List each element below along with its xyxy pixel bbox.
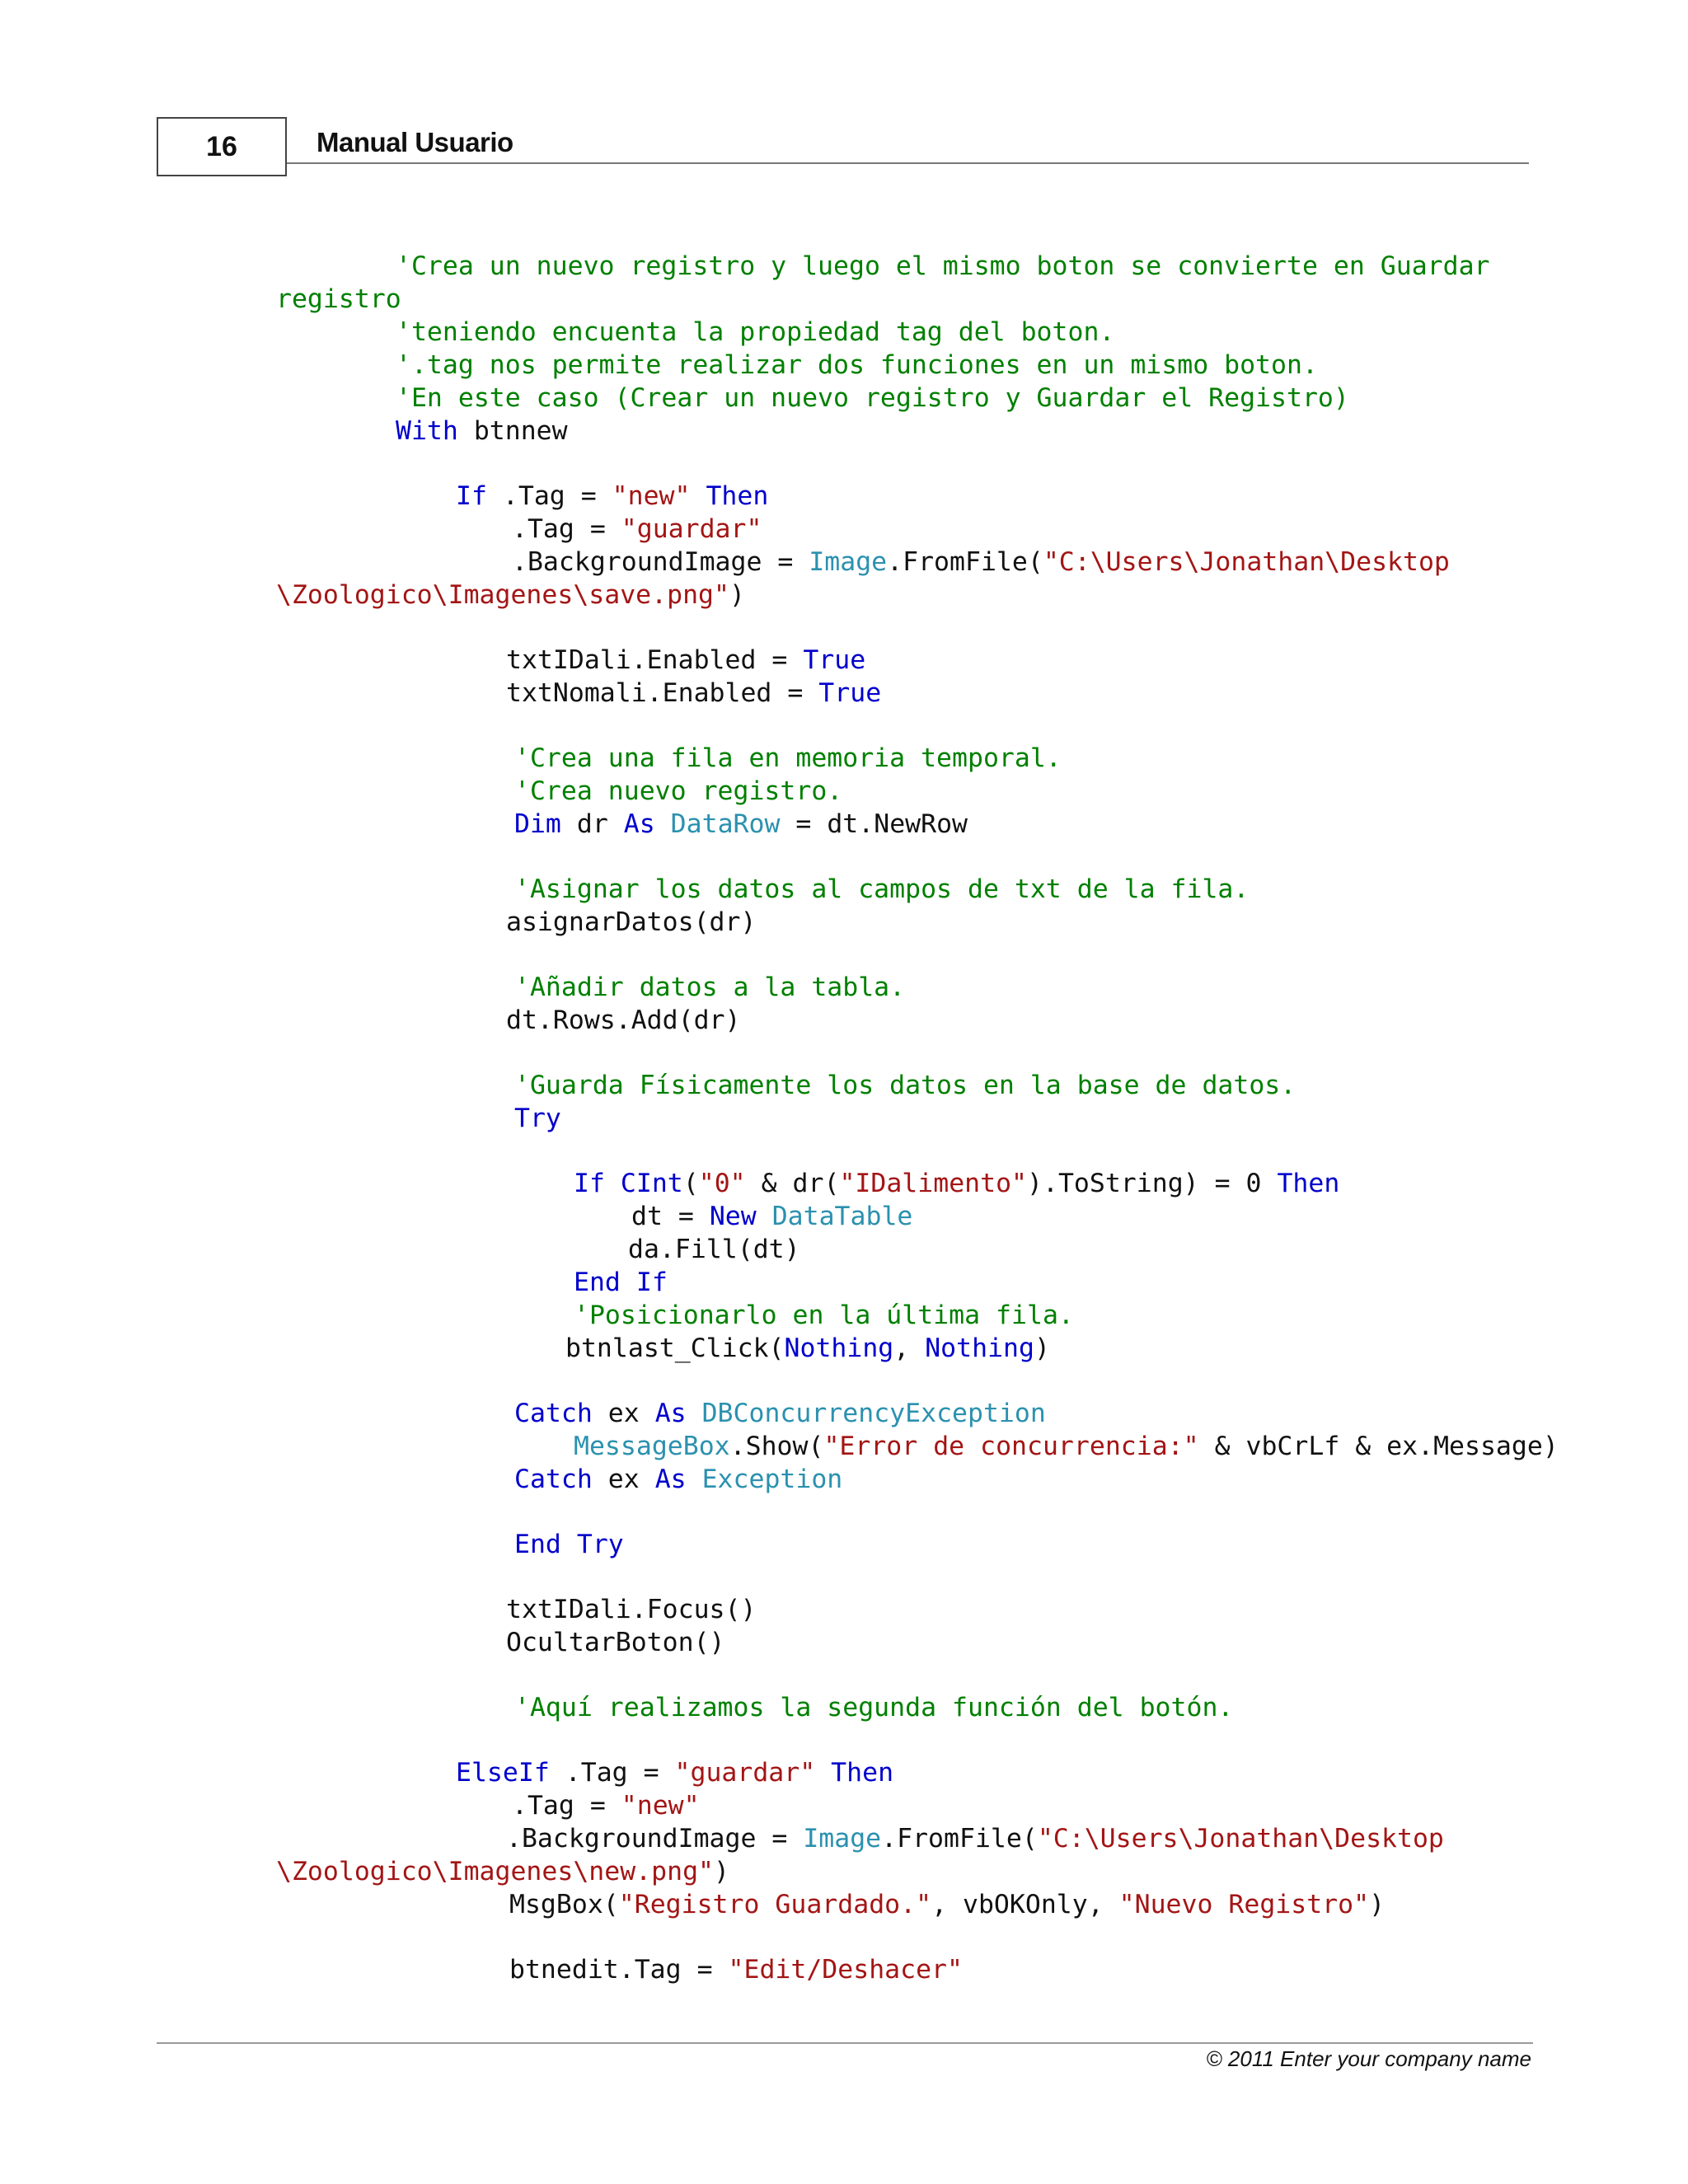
code-line	[396, 415, 568, 448]
code-token: Exception	[701, 1465, 843, 1494]
code-token: 'Crea un nuevo registro y luego el mismo boton se convierte en Guardar	[396, 251, 1490, 281]
footer-copyright: © 2011 Enter your company name	[1206, 2046, 1531, 2071]
code-token: txtNomali.Enabled =	[506, 678, 819, 708]
code-token: , vbOKOnly,	[931, 1890, 1119, 1919]
code-token: dr	[560, 809, 624, 839]
code-token: End Try	[514, 1530, 624, 1559]
code-token: Catch	[514, 1465, 593, 1494]
code-token: asignarDatos(dr)	[506, 907, 757, 937]
code-token: 'Crea nuevo registro.	[514, 776, 843, 806]
code-line	[396, 316, 1114, 349]
code-token: Nothing	[784, 1333, 894, 1363]
code-token: With	[396, 416, 458, 446]
code-token: & dr(	[745, 1169, 840, 1198]
code-token: dt =	[631, 1202, 710, 1231]
code-token: txtIDali.Enabled =	[506, 645, 804, 675]
code-token: "Error de concurrencia:"	[823, 1432, 1199, 1461]
code-line	[628, 1233, 800, 1266]
code-token: 'Aquí realizamos la segunda función del botón.	[514, 1693, 1234, 1722]
code-token: .BackgroundImage =	[506, 1824, 804, 1854]
code-token: ElseIf	[456, 1758, 550, 1788]
code-token: "Registro Guardado."	[618, 1890, 932, 1919]
code-line	[512, 546, 1450, 579]
code-token: End If	[574, 1268, 668, 1297]
code-token: 'Guarda Físicamente los datos en la base de datos.	[514, 1071, 1296, 1100]
code-line	[506, 1004, 740, 1037]
code-token: .Show(	[729, 1432, 824, 1461]
code-token: ex	[592, 1465, 655, 1494]
code-token: )	[729, 580, 745, 610]
code-token: DBConcurrencyException	[701, 1399, 1046, 1428]
code-line	[514, 1463, 842, 1496]
code-line	[514, 775, 842, 808]
code-line	[456, 1756, 893, 1789]
code-token: MsgBox(	[509, 1890, 619, 1919]
document-title: Manual Usuario	[316, 127, 513, 157]
code-token	[690, 481, 706, 511]
code-token: "Nuevo Registro"	[1118, 1890, 1370, 1919]
code-token: )	[714, 1857, 729, 1886]
code-token: txtIDali.Focus()	[506, 1595, 757, 1624]
code-token: As	[623, 809, 655, 839]
footer-rule	[157, 2042, 1533, 2044]
code-token: = dt.NewRow	[780, 809, 968, 839]
code-line	[506, 677, 881, 710]
code-token: 'Crea una fila en memoria temporal.	[514, 743, 1062, 773]
code-token: "0"	[698, 1169, 746, 1198]
code-token: "C:\Users\Jonathan\Desktop	[1043, 547, 1450, 577]
code-line	[514, 1102, 561, 1135]
code-token: 'Asignar los datos al campos de txt de la fila.	[514, 874, 1250, 904]
code-line	[506, 1822, 1444, 1855]
code-token: Catch	[514, 1399, 593, 1428]
code-token: btnedit.Tag =	[509, 1955, 729, 1985]
code-token: "new"	[621, 1791, 700, 1821]
code-line	[276, 283, 401, 316]
code-token: If	[456, 481, 487, 511]
page-number: 16	[206, 130, 237, 162]
code-token: Nothing	[925, 1333, 1034, 1363]
code-token: ex	[592, 1399, 655, 1428]
code-line	[509, 1888, 1385, 1921]
code-token: "IDalimento"	[839, 1169, 1028, 1198]
code-token: Image	[809, 547, 888, 577]
code-token: da.Fill(dt)	[628, 1235, 800, 1264]
code-line	[509, 1953, 963, 1986]
code-line	[276, 1855, 729, 1888]
code-line	[574, 1266, 668, 1299]
code-token: DataTable	[771, 1202, 913, 1231]
page-number-box	[157, 117, 287, 176]
code-token: "guardar"	[674, 1758, 816, 1788]
code-token: "Edit/Deshacer"	[728, 1955, 963, 1985]
code-token: \Zoologico\Imagenes\save.png"	[276, 580, 729, 610]
code-token: .Tag =	[512, 1791, 621, 1821]
code-line	[276, 579, 745, 612]
code-token	[815, 1758, 831, 1788]
code-token: .BackgroundImage =	[512, 547, 809, 577]
code-token: "guardar"	[621, 514, 762, 544]
code-token	[687, 1399, 702, 1428]
code-line	[574, 1430, 1559, 1463]
code-line	[514, 742, 1062, 775]
code-token	[655, 809, 671, 839]
code-token: .FromFile(	[887, 547, 1043, 577]
code-line	[514, 1691, 1233, 1724]
code-token: )	[1034, 1333, 1050, 1363]
code-token: New	[709, 1202, 757, 1231]
code-token: 'Posicionarlo en la última fila.	[574, 1301, 1074, 1330]
code-line	[506, 906, 756, 939]
code-token: & vbCrLf & ex.Message)	[1198, 1432, 1559, 1461]
code-line	[574, 1167, 1339, 1200]
code-token: 'Añadir datos a la tabla.	[514, 972, 906, 1002]
code-line	[512, 513, 762, 546]
code-line	[506, 1593, 756, 1626]
code-token: Try	[514, 1104, 561, 1133]
code-token: ).ToString) = 0	[1027, 1169, 1278, 1198]
code-token: True	[803, 645, 866, 675]
code-token: dt.Rows.Add(dr)	[506, 1005, 741, 1035]
code-token: Dim	[514, 809, 561, 839]
code-line	[514, 1069, 1296, 1102]
code-token: True	[818, 678, 882, 708]
code-line	[396, 250, 1490, 283]
code-token: ,	[893, 1333, 926, 1363]
code-line	[514, 1397, 1046, 1430]
code-token: .Tag =	[512, 514, 621, 544]
code-token: '.tag nos permite realizar dos funciones en un mismo boton.	[396, 350, 1318, 380]
header-rule	[287, 162, 1529, 164]
code-line	[396, 382, 1349, 415]
code-token	[605, 1169, 621, 1198]
code-token: registro	[276, 284, 401, 314]
code-token: btnlast_Click(	[565, 1333, 785, 1363]
code-line	[565, 1332, 1050, 1365]
code-token: .Tag =	[486, 481, 612, 511]
code-token: Then	[706, 481, 769, 511]
code-line	[514, 873, 1249, 906]
code-token: As	[654, 1465, 687, 1494]
code-token: CInt	[620, 1169, 683, 1198]
code-token: Then	[1277, 1169, 1340, 1198]
code-line	[512, 1789, 700, 1822]
code-line	[514, 1528, 624, 1561]
code-token: Image	[803, 1824, 882, 1854]
code-token: btnnew	[457, 416, 568, 446]
code-line	[456, 480, 768, 513]
code-token	[757, 1202, 772, 1231]
code-token: "C:\Users\Jonathan\Desktop	[1037, 1824, 1444, 1854]
code-line	[506, 1626, 725, 1659]
code-token	[687, 1465, 702, 1494]
code-token: If	[574, 1169, 605, 1198]
code-token: .FromFile(	[881, 1824, 1038, 1854]
code-token: 'teniendo encuenta la propiedad tag del boton.	[396, 317, 1115, 347]
code-token: OcultarBoton()	[506, 1628, 725, 1657]
code-line	[514, 971, 905, 1004]
code-token: )	[1369, 1890, 1386, 1919]
code-line	[396, 349, 1318, 382]
code-token: Then	[831, 1758, 894, 1788]
code-token: 'En este caso (Crear un nuevo registro y Guardar el Registro)	[396, 383, 1349, 413]
code-token: (	[682, 1169, 699, 1198]
code-line	[514, 808, 968, 841]
code-token: DataRow	[670, 809, 781, 839]
code-token: As	[654, 1399, 687, 1428]
code-line	[574, 1299, 1074, 1332]
code-token: "new"	[612, 481, 691, 511]
code-line	[631, 1200, 912, 1233]
code-line	[506, 644, 865, 677]
code-token: MessageBox	[574, 1432, 730, 1461]
code-token: .Tag =	[549, 1758, 675, 1788]
code-token: \Zoologico\Imagenes\new.png"	[276, 1857, 715, 1886]
